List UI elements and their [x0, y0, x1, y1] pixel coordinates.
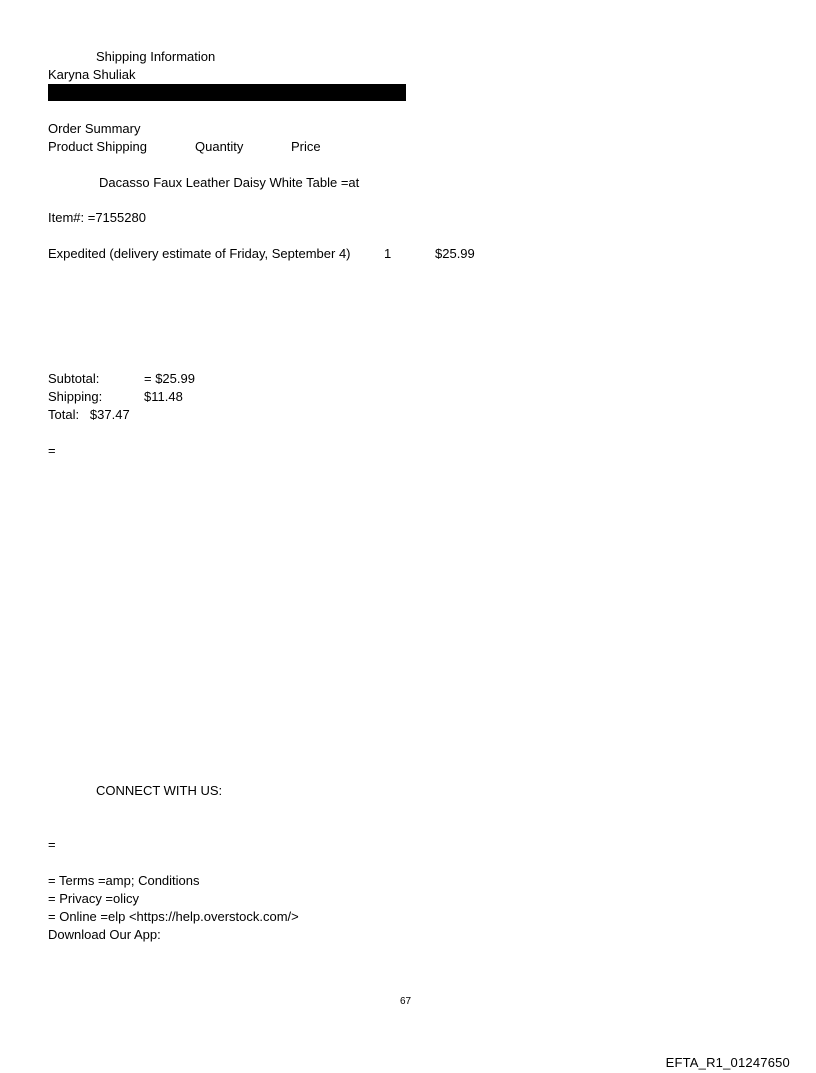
redacted-address — [48, 84, 406, 101]
customer-name: Karyna Shuliak — [48, 67, 136, 82]
subtotal-label: Subtotal: — [48, 371, 100, 386]
connect-heading: CONNECT WITH US: — [96, 783, 223, 798]
item-price: $25.99 — [435, 246, 475, 261]
help-link[interactable]: = Online =elp <https://help.overstock.com/> — [48, 909, 299, 924]
total-line: Total: $37.47 — [48, 407, 130, 422]
column-price: Price — [291, 139, 321, 154]
equals-marker-1: = — [48, 443, 56, 458]
page-number: 67 — [400, 996, 412, 1007]
download-app-text: Download Our App: — [48, 927, 161, 942]
privacy-link[interactable]: = Privacy =olicy — [48, 891, 140, 906]
document-id: EFTA_R1_01247650 — [665, 1055, 790, 1070]
terms-link[interactable]: = Terms =amp; Conditions — [48, 873, 200, 888]
shipping-method: Expedited (delivery estimate of Friday, September 4) — [48, 246, 351, 261]
product-name: Dacasso Faux Leather Daisy White Table =at — [99, 175, 360, 190]
order-summary-heading: Order Summary — [48, 121, 141, 136]
shipping-value: $11.48 — [144, 389, 183, 404]
column-quantity: Quantity — [195, 139, 244, 154]
equals-marker-2: = — [48, 837, 56, 852]
subtotal-value: = $25.99 — [144, 371, 195, 386]
shipping-heading: Shipping Information — [96, 49, 216, 64]
item-number: Item#: =7155280 — [48, 210, 146, 225]
shipping-label: Shipping: — [48, 389, 103, 404]
item-quantity: 1 — [384, 246, 392, 261]
column-product-shipping: Product Shipping — [48, 139, 148, 154]
